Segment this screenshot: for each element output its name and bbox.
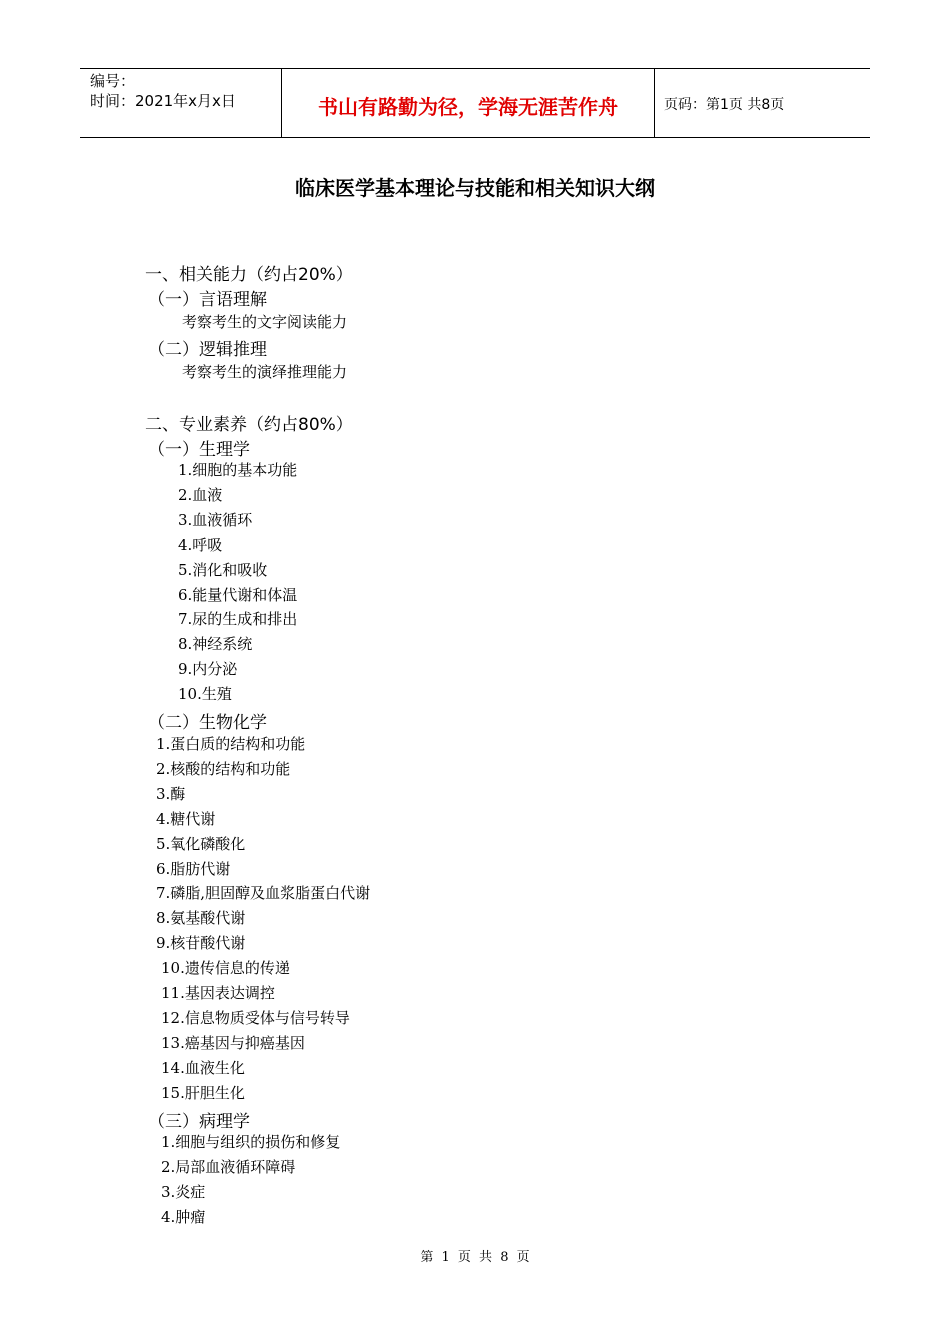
list-item: 9.核苷酸代谢 — [156, 934, 246, 953]
list-item: 8.神经系统 — [178, 635, 253, 654]
list-item: 5.氧化磷酸化 — [156, 834, 246, 853]
list-item: 15.肝胆生化 — [161, 1083, 245, 1102]
page-footer: 第 1 页 共 8 页 — [420, 1250, 530, 1265]
list-item: 6.能量代谢和体温 — [178, 585, 298, 604]
list-item: 6.脂肪代谢 — [156, 859, 231, 878]
list-item: 2.血液 — [178, 485, 223, 504]
list-item: 9.内分泌 — [178, 660, 238, 679]
subsection-heading-verbal: （一）言语理解 — [148, 290, 267, 310]
list-item: 5.消化和吸收 — [178, 560, 268, 579]
list-item: 8.氨基酸代谢 — [156, 909, 246, 928]
list-item: 14.血液生化 — [161, 1058, 245, 1077]
header-motto: 书山有路勤为径，学海无涯苦作舟 — [318, 95, 618, 119]
list-item: 1.蛋白质的结构和功能 — [156, 735, 306, 753]
header-page-info: 页码：第1页 共8页 — [664, 97, 785, 113]
header-divider — [654, 69, 655, 137]
subsection-description: 考察考生的文字阅读能力 — [182, 313, 348, 331]
number-label: 编号： — [90, 72, 136, 90]
section-heading-abilities: 一、相关能力（约占20%） — [145, 265, 353, 285]
list-item: 13.癌基因与抑癌基因 — [161, 1033, 305, 1052]
list-item: 3.血液循环 — [178, 510, 253, 529]
list-item: 3.炎症 — [161, 1182, 206, 1201]
list-item: 2.局部血液循环障碍 — [161, 1157, 296, 1176]
list-item: 1.细胞的基本功能 — [178, 461, 298, 479]
list-item: 4.糖代谢 — [156, 809, 216, 828]
subsection-description: 考察考生的演绎推理能力 — [182, 363, 348, 381]
section-heading-professional: 二、专业素养（约占80%） — [145, 415, 353, 435]
subsection-heading-logic: （二）逻辑推理 — [148, 340, 267, 360]
time-label: 时间：2021年x月x日 — [90, 92, 236, 110]
page-header — [80, 68, 870, 138]
subsection-heading-physiology: （一）生理学 — [148, 440, 250, 460]
subsection-heading-pathology: （三）病理学 — [148, 1112, 250, 1132]
header-meta — [90, 71, 236, 111]
list-item: 7.磷脂,胆固醇及血浆脂蛋白代谢 — [156, 884, 371, 903]
list-item: 4.肿瘤 — [161, 1207, 206, 1226]
list-item: 1.细胞与组织的损伤和修复 — [161, 1133, 341, 1151]
list-item: 4.呼吸 — [178, 535, 223, 554]
list-item: 10.遗传信息的传递 — [161, 959, 290, 978]
list-item: 12.信息物质受体与信号转导 — [161, 1008, 350, 1027]
subsection-heading-biochemistry: （二）生物化学 — [148, 713, 267, 733]
list-item: 7.尿的生成和排出 — [178, 610, 298, 629]
list-item: 10.生殖 — [178, 685, 232, 704]
list-item: 2.核酸的结构和功能 — [156, 759, 291, 778]
list-item: 11.基因表达调控 — [161, 984, 275, 1002]
list-item: 3.酶 — [156, 784, 186, 803]
document-title: 临床医学基本理论与技能和相关知识大纲 — [295, 176, 655, 200]
